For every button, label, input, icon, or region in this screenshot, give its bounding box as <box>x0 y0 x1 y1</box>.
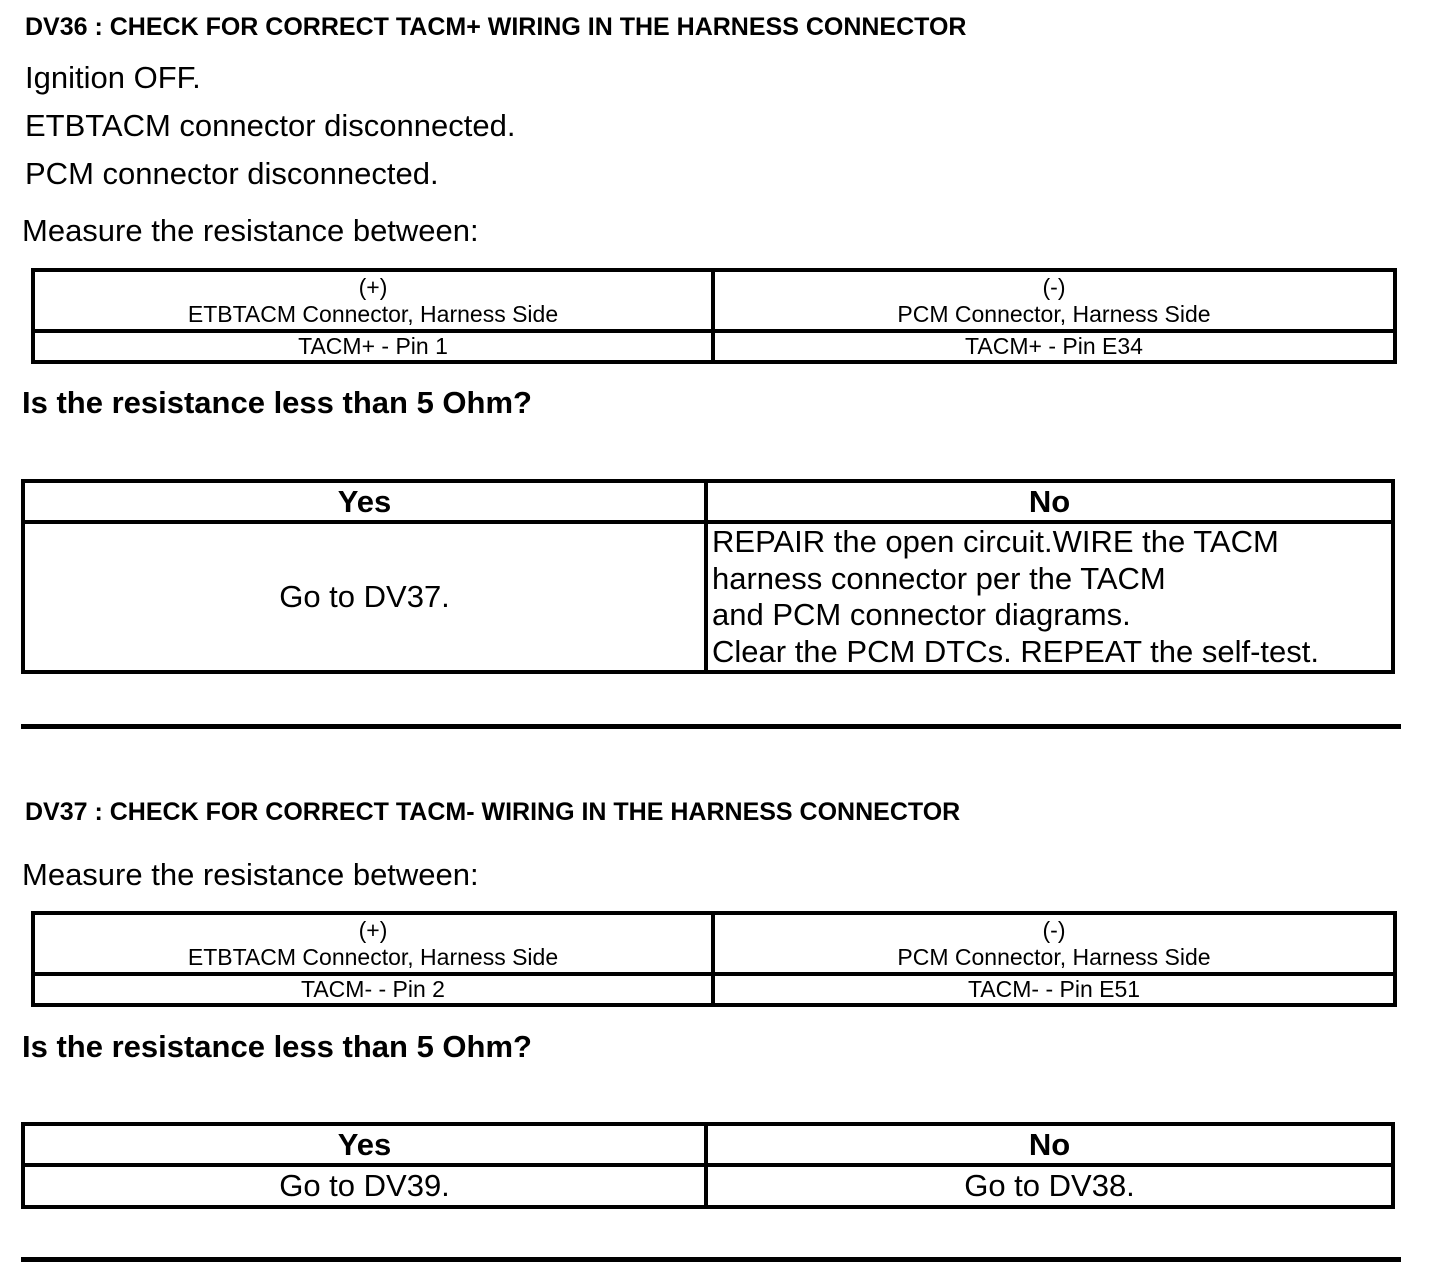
dv37-positive-pin: TACM- - Pin 2 <box>33 974 713 1005</box>
dv36-measure-table <box>31 268 1397 364</box>
dv37-result-table <box>21 1122 1395 1209</box>
dv36-negative-pin: TACM+ - Pin E34 <box>713 331 1395 362</box>
dv37-yes-result: Go to DV39. <box>23 1165 706 1207</box>
dv37-negative-header-cell <box>713 913 1395 974</box>
dv36-yes-result: Go to DV37. <box>23 522 706 672</box>
dv36-positive-header-cell <box>33 270 713 331</box>
dv36-positive-pin: TACM+ - Pin 1 <box>33 331 713 362</box>
dv36-positive-sign: (+) <box>358 273 388 300</box>
dv36-positive-header: ETBTACM Connector, Harness Side <box>187 300 559 327</box>
section-divider <box>21 724 1401 729</box>
dv37-positive-header: ETBTACM Connector, Harness Side <box>187 943 559 970</box>
dv36-step-2: ETBTACM connector disconnected. <box>25 108 516 143</box>
dv36-question: Is the resistance less than 5 Ohm? <box>22 385 532 420</box>
dv37-measure-intro: Measure the resistance between: <box>22 857 479 892</box>
dv36-yes-header: Yes <box>23 481 706 522</box>
dv37-negative-sign: (-) <box>1042 916 1066 943</box>
dv36-no-header: No <box>706 481 1393 522</box>
dv36-negative-header-cell <box>713 270 1395 331</box>
dv37-no-result: Go to DV38. <box>706 1165 1393 1207</box>
dv36-result-table <box>21 479 1395 674</box>
dv37-positive-header-cell <box>33 913 713 974</box>
dv36-no-line-4: Clear the PCM DTCs. REPEAT the self-test. <box>712 633 1319 669</box>
dv37-negative-pin: TACM- - Pin E51 <box>713 974 1395 1005</box>
dv36-negative-sign: (-) <box>1042 273 1066 300</box>
dv36-no-line-3: and PCM connector diagrams. <box>712 597 1131 632</box>
dv37-measure-table <box>31 911 1397 1007</box>
dv36-step-3: PCM connector disconnected. <box>25 156 439 191</box>
dv37-heading: DV37 : CHECK FOR CORRECT TACM- WIRING IN THE HARNESS CONNECTOR <box>25 798 961 826</box>
dv36-no-line-1: REPAIR the open circuit.WIRE the TACM <box>712 524 1279 559</box>
dv37-question: Is the resistance less than 5 Ohm? <box>22 1029 532 1064</box>
dv37-no-header: No <box>706 1124 1393 1165</box>
dv36-no-line-2: harness connector per the TACM <box>712 560 1166 596</box>
dv36-negative-header: PCM Connector, Harness Side <box>897 300 1211 327</box>
dv36-step-1: Ignition OFF. <box>25 60 201 95</box>
dv37-yes-header: Yes <box>23 1124 706 1165</box>
dv36-measure-intro: Measure the resistance between: <box>22 213 479 248</box>
dv36-heading: DV36 : CHECK FOR CORRECT TACM+ WIRING IN THE HARNESS CONNECTOR <box>25 13 967 41</box>
dv37-negative-header: PCM Connector, Harness Side <box>897 943 1211 970</box>
dv36-no-result <box>706 522 1393 672</box>
dv37-positive-sign: (+) <box>358 916 388 943</box>
bottom-divider <box>21 1257 1401 1262</box>
